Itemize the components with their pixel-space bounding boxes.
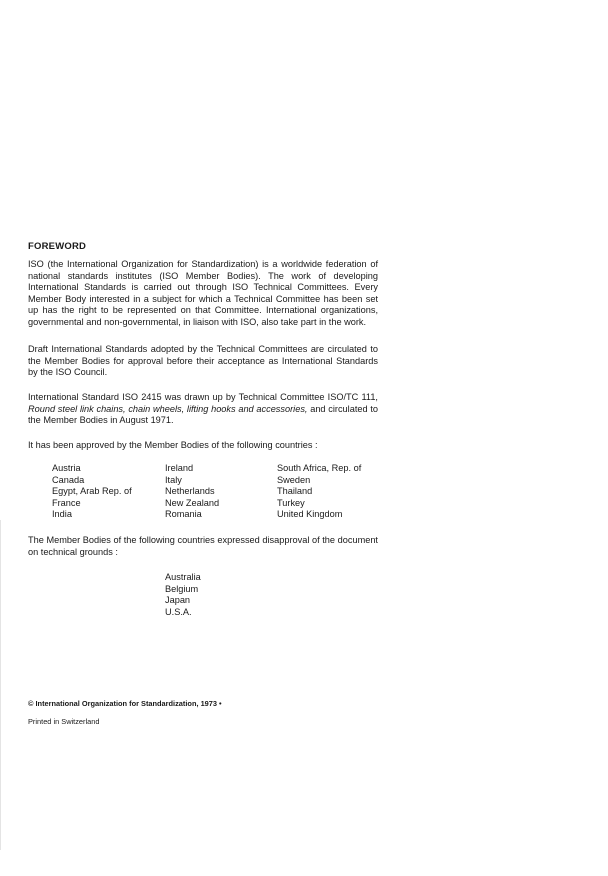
foreword-paragraph-iso-2415 <box>28 392 378 427</box>
country-item: France <box>52 497 81 508</box>
country-item: United Kingdom <box>277 509 343 520</box>
country-item: Belgium <box>165 583 199 594</box>
scan-edge-divider <box>0 520 1 850</box>
foreword-heading: FOREWORD <box>28 241 87 252</box>
approving-countries-column-1 <box>52 463 132 521</box>
country-item: Sweden <box>277 474 311 485</box>
country-item: Japan <box>165 595 191 606</box>
country-item: New Zealand <box>165 497 220 508</box>
country-item: Ireland <box>165 463 194 473</box>
country-item: Canada <box>52 474 85 485</box>
country-item: Netherlands <box>165 486 215 497</box>
iso-2415-text-end: and circulated to the Member Bodies in August 1971. <box>28 403 378 426</box>
country-item: Egypt, Arab Rep. of <box>52 486 132 497</box>
approving-countries-column-2 <box>165 463 219 521</box>
country-item: Australia <box>165 572 201 582</box>
country-item: Thailand <box>277 486 313 497</box>
copyright-notice: © International Organization for Standardization, 1973 • <box>28 699 222 708</box>
foreword-paragraph-draft-standards: Draft International Standards adopted by the Technical Committees are circulated to the Member Bodies for approval before their acceptance as International Standards by the ISO Council. <box>28 344 378 378</box>
committee-title-italic: Round steel link chains, chain wheels, lifting hooks and accessories, <box>28 403 308 414</box>
country-item: Italy <box>165 474 182 485</box>
disapproving-countries-list <box>165 572 201 618</box>
country-item: Turkey <box>277 497 305 508</box>
iso-2415-text-start: International Standard ISO 2415 was drawn up by Technical Committee ISO/TC 111, <box>28 392 378 402</box>
country-item: Austria <box>52 463 81 473</box>
foreword-paragraph-iso-description: ISO (the International Organization for Standardization) is a worldwide federation of national standards institutes (ISO Member Bodies). The work of developing International Standards is carried out through ISO Technical Committees. Every Member Body interested in a subject for which a Technical Committee has been set up has the right to be represented on that Committee. International organizations, governmental and non-governmental, in liaison with ISO, also take part in the work. <box>28 259 378 327</box>
country-item: South Africa, Rep. of <box>277 463 362 473</box>
approving-countries-column-3 <box>277 463 361 521</box>
printed-location: Printed in Switzerland <box>28 717 100 726</box>
approval-intro: It has been approved by the Member Bodies of the following countries : <box>28 440 318 450</box>
country-item: India <box>52 509 72 520</box>
country-item: Romania <box>165 509 202 520</box>
disapproval-intro: The Member Bodies of the following countries expressed disapproval of the document on technical grounds : <box>28 535 378 557</box>
country-item: U.S.A. <box>165 606 192 617</box>
